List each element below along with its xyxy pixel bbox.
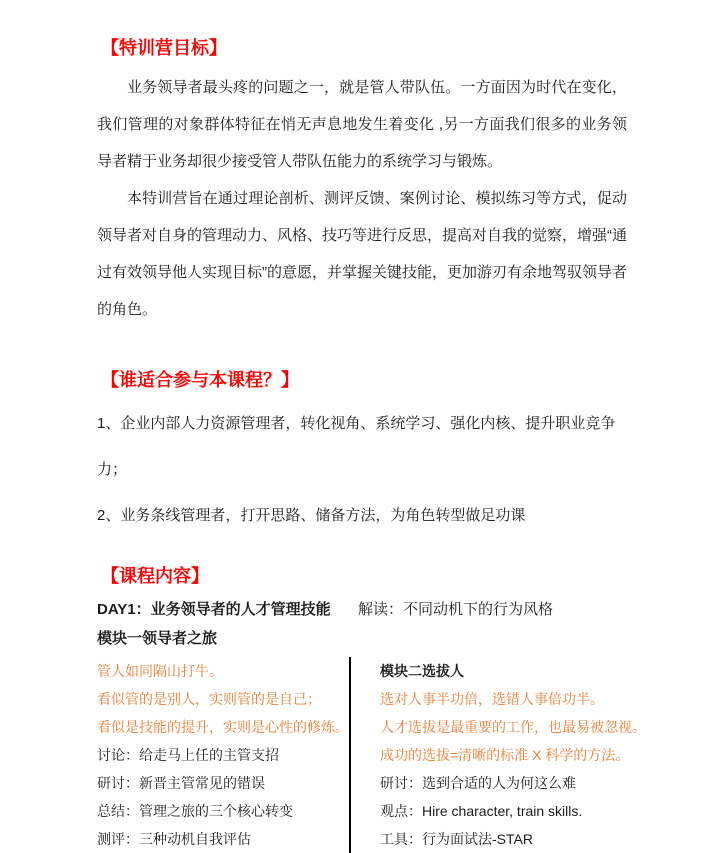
section-heading-content: 【课程内容】 bbox=[101, 566, 209, 586]
module1-quote: 看似是技能的提升，实则是心性的修炼。 bbox=[97, 719, 349, 735]
module2-item: 研讨：选到合适的人为何这么难 bbox=[380, 775, 576, 791]
section-heading-goal: 【特训营目标】 bbox=[101, 38, 227, 58]
module1-title: 模块一领导者之旅 bbox=[97, 630, 218, 647]
audience-list bbox=[97, 401, 627, 539]
module2-quote: 选对人事半功倍，选错人事倍功半。 bbox=[380, 691, 604, 707]
module1-item: 讨论：给走马上任的主管支招 bbox=[97, 747, 279, 763]
goal-paragraphs bbox=[97, 69, 627, 328]
module2-item: 工具：行为面试法-STAR bbox=[380, 831, 533, 847]
module1-item: 测评：三种动机自我评估 bbox=[97, 831, 251, 847]
audience-item-2: 2、业务条线管理者，打开思路、储备方法，为角色转型做足功课 bbox=[97, 507, 526, 524]
module1-item: 总结：管理之旅的三个核心转变 bbox=[97, 803, 293, 819]
module2-title: 模块二选拔人 bbox=[380, 663, 464, 679]
section-heading-audience: 【谁适合参与本课程？】 bbox=[101, 370, 299, 390]
module1-quote: 看似管的是别人，实则管的是自己； bbox=[97, 691, 321, 707]
course-columns bbox=[97, 657, 646, 853]
module1-item: 研讨：新晋主管常见的错误 bbox=[97, 775, 265, 791]
module1-quote: 管人如同隔山打牛。 bbox=[97, 663, 223, 679]
module1-column bbox=[97, 657, 349, 853]
day1-title: DAY1：业务领导者的人才管理技能 bbox=[97, 601, 331, 618]
module2-quote: 成功的选拔=清晰的标准 X 科学的方法。 bbox=[380, 747, 630, 763]
module2-column bbox=[351, 657, 646, 853]
module2-quote: 人才选拔是最重要的工作，也最易被忽视。 bbox=[380, 719, 646, 735]
goal-paragraph-2: 本特训营旨在通过理论剖析、测评反馈、案例讨论、模拟练习等方式，促动领导者对自身的管理动力、风格、技巧等进行反思，提高对自我的觉察，增强“通过有效领导他人实现目标”的意愿，并掌握关键技能，更加游刃有余地驾驭领导者的角色。 bbox=[97, 190, 627, 318]
audience-item-1: 1、企业内部人力资源管理者，转化视角、系统学习、强化内核、提升职业竞争力； bbox=[97, 415, 616, 478]
goal-paragraph-1: 业务领导者最头疼的问题之一，就是管人带队伍。一方面因为时代在变化，我们管理的对象群体特征在悄无声息地发生着变化 ,另一方面我们很多的业务领导者精于业务却很少接受管人带队伍能力的系统学习与锻炼。 bbox=[97, 79, 627, 170]
module2-item: 观点：Hire character, train skills. bbox=[380, 803, 583, 819]
day1-row bbox=[97, 599, 627, 621]
day1-note: 解读：不同动机下的行为风格 bbox=[358, 601, 554, 618]
